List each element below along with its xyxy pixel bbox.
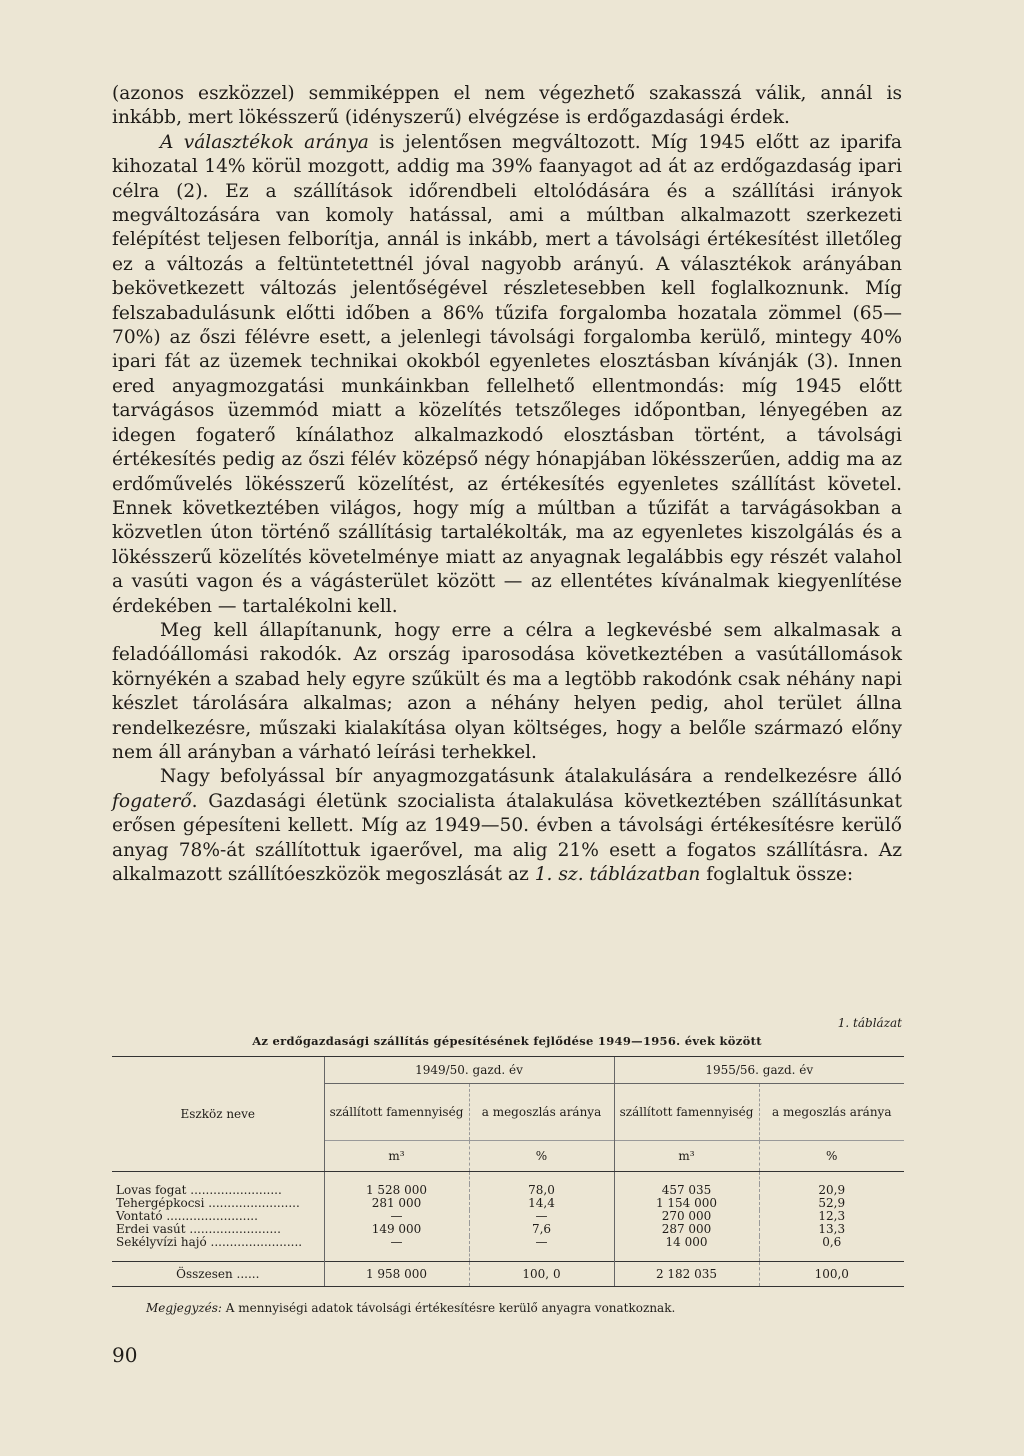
- col-header-share-1: a megoszlás aránya: [469, 1084, 614, 1141]
- cell-qty-1: 149 000: [324, 1223, 469, 1236]
- cell-share-2: 12,3: [759, 1210, 904, 1223]
- col-header-period2: 1955/56. gazd. év: [614, 1057, 904, 1084]
- col-header-period1: 1949/50. gazd. év: [324, 1057, 614, 1084]
- table-caption: [112, 1016, 902, 1056]
- row-name: Lovas fogat ........................: [116, 1184, 282, 1197]
- cell-share-1: 14,4: [469, 1197, 614, 1210]
- paragraph-4: Nagy befolyással bír anyagmozgatásunk átalakulására a rendelkezésre álló fogaterő. Gazdasági életünk szocialista átalakulása következtében szállításunkat erősen gépesíteni kellett. Míg az 1949—50. évben a távolsági értékesítésre kerülő anyag 78%-át szállítottuk igaerővel, ma alig 21% esett a fogatos szállításra. Az alkalmazott szállítóeszközök megoszlását az 1. sz. táblázatban foglaltuk össze:: [112, 766, 902, 885]
- table-note: [146, 1301, 675, 1315]
- row-name: Vontató ........................: [116, 1210, 258, 1223]
- unit-share-1: %: [469, 1141, 614, 1172]
- paragraph-1: (azonos eszközzel) semmiképpen el nem végezhető szakasszá válik, annál is inkább, mert lökésszerű (idényszerű) elvégzése is erdőgazdasági érdek.: [112, 83, 902, 129]
- row-name: Tehergépkocsi ........................: [116, 1197, 300, 1210]
- cell-share-2: 20,9: [759, 1184, 904, 1197]
- table-row: [112, 1197, 904, 1210]
- row-name: Sekélyvízi hajó ........................: [116, 1236, 303, 1249]
- paragraph-3: Meg kell állapítanunk, hogy erre a célra a legkevésbé sem alkalmasak a feladóállomási rakodók. Az ország iparosodása következtében a vasútállomások környékén a szabad hely egyre szűkült és ma a legtöbb rakodónk csak néhány napi készlet tárolására alkalmas; azon a néhány helyen pedig, ahol terület állna rendelkezésre, műszaki kialakítása olyan költséges, hogy a belőle származó előny nem áll arányban a várható leírási terhekkel.: [112, 619, 902, 763]
- table-title: Az erdőgazdasági szállítás gépesítésének fejlődése 1949—1956. évek között: [252, 1034, 762, 1048]
- cell-share-2: 13,3: [759, 1223, 904, 1236]
- page-number: 90: [112, 1343, 138, 1367]
- unit-share-2: %: [759, 1141, 904, 1172]
- note-text: A mennyiségi adatok távolsági értékesítésre kerülő anyagra vonatkoznak.: [221, 1301, 676, 1315]
- total-qty-2: 2 182 035: [614, 1262, 759, 1287]
- col-header-name: Eszköz neve: [112, 1057, 324, 1172]
- body-text: [112, 82, 902, 887]
- cell-qty-2: 457 035: [614, 1184, 759, 1197]
- paragraph-2: A választékok aránya is jelentősen megváltozott. Míg 1945 előtt az iparifa kihozatal 14% körül mozgott, addig ma 39% faanyagot ad át az erdőgazdaság ipari célra (2). Ez a szállítások időrendbeli eltolódására és a szállítási irányok megváltozására van komoly hatással, ami a múltban alkalmazott szerkezeti felépítést teljesen felborítja, annál is inkább, mert a távolsági értékesítést illetőleg ez a változás a feltüntetettnél jóval nagyobb arányú. A választékok arányában bekövetkezett változás jelentőségével részletesebben kell foglalkoznunk. Míg felszabadulásunk előtti időben a 86% tűzifa forgalomba hozatala zömmel (65—70%) az őszi félévre esett, a jelenlegi távolsági forgalomba kerülő, mintegy 40% ipari fát az üzemek technikai okokból egyenletes elosztásban kívánják (3). Innen ered anyagmozgatási munkáinkban fellelhető ellentmondás: míg 1945 előtt tarvágásos üzemmód miatt a közelítés tetszőleges időpontban, lényegében az idegen fogaterő kínálathoz alkalmazkodó elosztásban történt, a távolsági értékesítés pedig az őszi félév középső négy hónapjában lökésszerűen, addig ma az erdőművelés lökésszerű közelítést, az értékesítés egyenletes szállítást követel. Ennek következtében világos, hogy míg a múltban a tűzifát a tarvágásokban a közvetlen úton történő szállításig tartalékolták, ma az egyenletes kiszolgálás és a lökésszerű közelítés követelménye miatt az anyagnak legalábbis egy részét valahol a vasúti vagon és a vágásterület között — az ellentétes kívánalmak kiegyenlítése érdekében — tartalékolni kell.: [112, 131, 902, 617]
- table-row: [112, 1184, 904, 1197]
- table-row: [112, 1223, 904, 1236]
- cell-qty-2: 14 000: [614, 1236, 759, 1249]
- unit-qty-1: m³: [324, 1141, 469, 1172]
- cell-share-2: 52,9: [759, 1197, 904, 1210]
- table-label: 1. táblázat: [837, 1016, 902, 1030]
- cell-qty-1: —: [324, 1236, 469, 1249]
- table-row: [112, 1210, 904, 1223]
- row-name: Erdei vasút ........................: [116, 1223, 281, 1236]
- cell-qty-1: 281 000: [324, 1197, 469, 1210]
- cell-qty-2: 1 154 000: [614, 1197, 759, 1210]
- col-header-qty-2: szállított famennyiség: [614, 1084, 759, 1141]
- total-share-2: 100,0: [759, 1262, 904, 1287]
- cell-qty-1: —: [324, 1210, 469, 1223]
- total-qty-1: 1 958 000: [324, 1262, 469, 1287]
- cell-share-1: 7,6: [469, 1223, 614, 1236]
- total-label: Összesen ......: [112, 1262, 324, 1287]
- total-share-1: 100, 0: [469, 1262, 614, 1287]
- cell-share-2: 0,6: [759, 1236, 904, 1249]
- table-row: [112, 1236, 904, 1249]
- cell-share-1: 78,0: [469, 1184, 614, 1197]
- cell-qty-2: 287 000: [614, 1223, 759, 1236]
- table-total-row: [112, 1262, 904, 1287]
- cell-share-1: —: [469, 1236, 614, 1249]
- transport-table: [112, 1056, 904, 1287]
- col-header-share-2: a megoszlás aránya: [759, 1084, 904, 1141]
- table-header-periods: [112, 1057, 904, 1084]
- cell-qty-2: 270 000: [614, 1210, 759, 1223]
- cell-qty-1: 1 528 000: [324, 1184, 469, 1197]
- unit-qty-2: m³: [614, 1141, 759, 1172]
- cell-share-1: —: [469, 1210, 614, 1223]
- col-header-qty-1: szállított famennyiség: [324, 1084, 469, 1141]
- note-label: Megjegyzés:: [146, 1301, 222, 1315]
